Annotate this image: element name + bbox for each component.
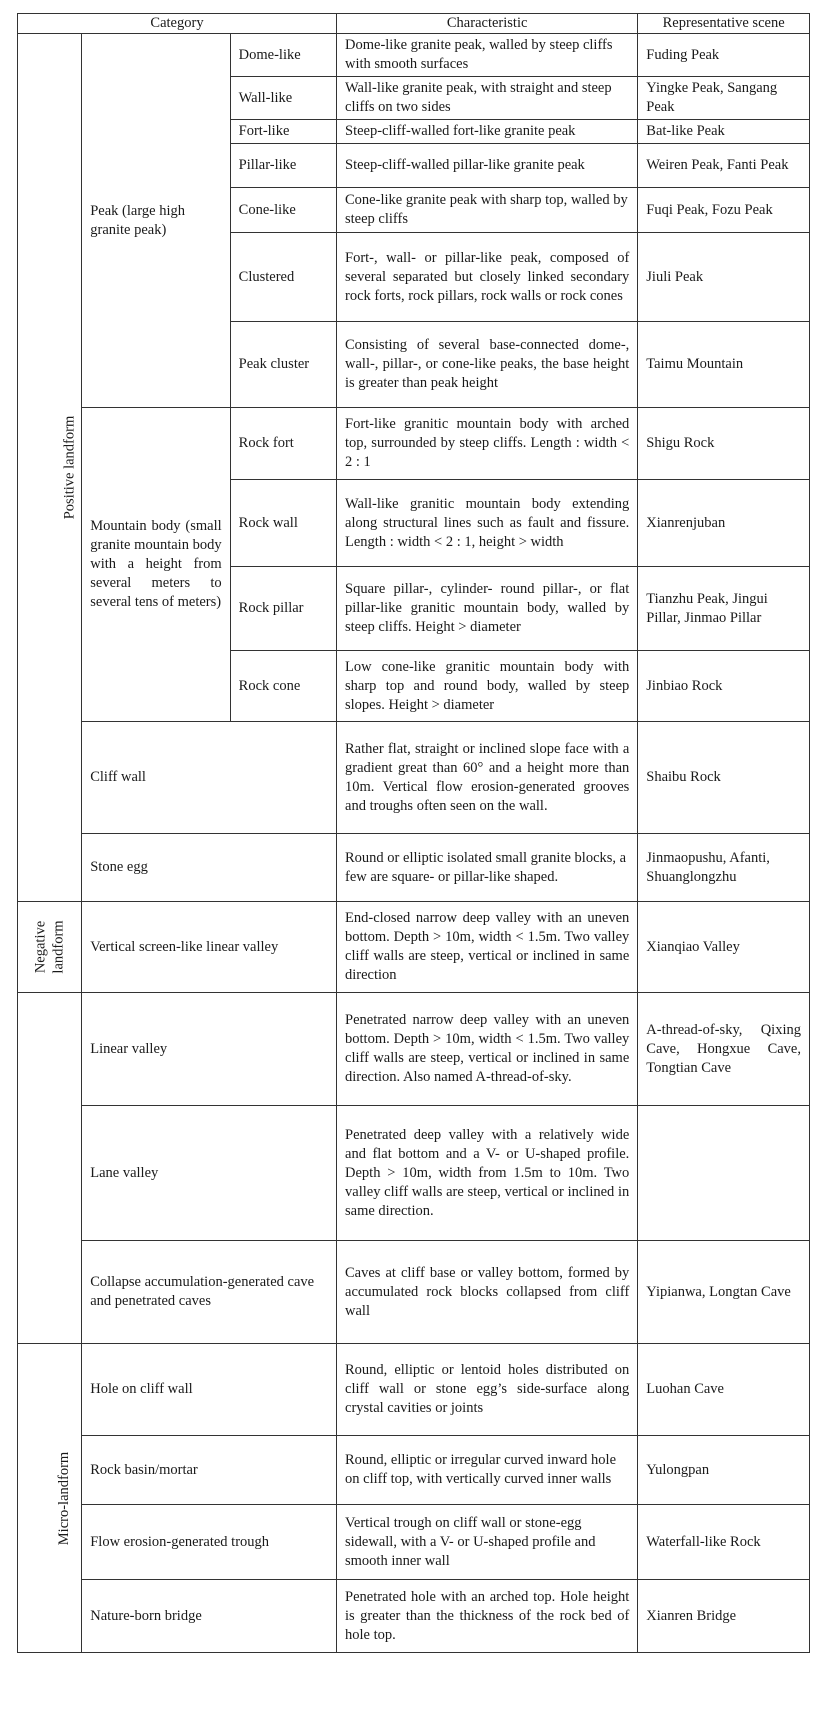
scene-cell: Fuding Peak xyxy=(638,34,810,77)
type-cell: Lane valley xyxy=(82,1106,337,1241)
type-cell: Nature-born bridge xyxy=(82,1580,337,1653)
scene-cell: Xianrenjuban xyxy=(638,480,810,567)
characteristic-cell: Steep-cliff-walled pillar-like granite peak xyxy=(337,144,638,188)
type-cell: Cone-like xyxy=(230,188,336,233)
subgroup-mountain: Mountain body (small granite mountain body with a height from several meters to several tens of meters) xyxy=(82,408,230,722)
table-row xyxy=(18,408,810,480)
scene-cell: Jinmaopushu, Afanti, Shuanglongzhu xyxy=(638,834,810,902)
group-label: Positive landform xyxy=(61,415,78,520)
type-cell: Flow erosion-generated trough xyxy=(82,1505,337,1580)
characteristic-cell: Vertical trough on cliff wall or stone-egg sidewall, with a V- or U-shaped profile and smooth inner wall xyxy=(337,1505,638,1580)
type-cell: Fort-like xyxy=(230,120,336,144)
landform-table xyxy=(17,13,810,1653)
characteristic-cell: Wall-like granite peak, with straight and steep cliffs on two sides xyxy=(337,77,638,120)
type-cell: Linear valley xyxy=(82,993,337,1106)
scene-cell: Jiuli Peak xyxy=(638,233,810,322)
scene-cell: Yipianwa, Longtan Cave xyxy=(638,1241,810,1344)
group-positive xyxy=(18,34,82,902)
characteristic-cell: Rather flat, straight or inclined slope face with a gradient great than 60° and a height more than 10m. Vertical flow erosion-generated grooves and troughs often seen on the wall. xyxy=(337,722,638,834)
type-cell: Peak cluster xyxy=(230,322,336,408)
type-cell: Rock pillar xyxy=(230,567,336,651)
type-cell: Stone egg xyxy=(82,834,337,902)
characteristic-cell: Consisting of several base-connected dome-, wall-, pillar-, or cone-like peaks, the base height is greater than peak height xyxy=(337,322,638,408)
characteristic-cell: Steep-cliff-walled fort-like granite peak xyxy=(337,120,638,144)
characteristic-cell: End-closed narrow deep valley with an uneven bottom. Depth > 10m, width < 1.5m. Two valley cliff walls are steep, vertical or inclined in same direction xyxy=(337,902,638,993)
type-cell: Rock wall xyxy=(230,480,336,567)
characteristic-cell: Caves at cliff base or valley bottom, formed by accumulated rock blocks collapsed from cliff wall xyxy=(337,1241,638,1344)
type-cell: Rock fort xyxy=(230,408,336,480)
type-cell: Rock cone xyxy=(230,651,336,722)
group-label: Micro-landform xyxy=(56,1451,73,1545)
type-cell: Clustered xyxy=(230,233,336,322)
scene-cell: A-thread-of-sky, Qixing Cave, Hongxue Cave, Tongtian Cave xyxy=(638,993,810,1106)
table-row xyxy=(18,902,810,993)
scene-cell: Waterfall-like Rock xyxy=(638,1505,810,1580)
characteristic-cell: Fort-, wall- or pillar-like peak, composed of several separated but closely linked secondary rock forts, rock pillars, rock walls or rock cones xyxy=(337,233,638,322)
type-cell: Collapse accumulation-generated cave and penetrated caves xyxy=(82,1241,337,1344)
characteristic-cell: Fort-like granitic mountain body with arched top, surrounded by steep cliffs. Length : width < 2 : 1 xyxy=(337,408,638,480)
table-row xyxy=(18,993,810,1106)
type-cell: Cliff wall xyxy=(82,722,337,834)
characteristic-cell: Penetrated hole with an arched top. Hole height is greater than the thickness of the rock bed of hole top. xyxy=(337,1580,638,1653)
header-characteristic: Characteristic xyxy=(337,14,638,34)
group-negative-continued xyxy=(18,993,82,1344)
group-label-line: landform xyxy=(50,919,67,974)
table-row xyxy=(18,34,810,77)
characteristic-cell: Round, elliptic or irregular curved inward hole on cliff top, with vertically curved inner walls xyxy=(337,1436,638,1505)
scene-cell: Jinbiao Rock xyxy=(638,651,810,722)
type-cell: Hole on cliff wall xyxy=(82,1344,337,1436)
table-row xyxy=(18,1580,810,1653)
type-cell: Wall-like xyxy=(230,77,336,120)
scene-cell: Xianqiao Valley xyxy=(638,902,810,993)
scene-cell: Taimu Mountain xyxy=(638,322,810,408)
scene-cell: Fuqi Peak, Fozu Peak xyxy=(638,188,810,233)
table-row xyxy=(18,834,810,902)
scene-cell: Xianren Bridge xyxy=(638,1580,810,1653)
scene-cell: Luohan Cave xyxy=(638,1344,810,1436)
group-label-line: Negative xyxy=(32,920,49,973)
characteristic-cell: Penetrated deep valley with a relatively wide and flat bottom and a V- or U-shaped profile. Depth > 10m, width from 1.5m to 10m. Two valley cliff walls are steep, vertical or inclined in same direction. xyxy=(337,1106,638,1241)
type-cell: Rock basin/mortar xyxy=(82,1436,337,1505)
scene-cell: Tianzhu Peak, Jingui Pillar, Jinmao Pillar xyxy=(638,567,810,651)
table-row xyxy=(18,1241,810,1344)
table-row xyxy=(18,1344,810,1436)
table-row xyxy=(18,722,810,834)
scene-cell: Weiren Peak, Fanti Peak xyxy=(638,144,810,188)
scene-cell: Shigu Rock xyxy=(638,408,810,480)
characteristic-cell: Square pillar-, cylinder- round pillar-, or flat pillar-like granitic mountain body, walled by steep cliffs. Height > diameter xyxy=(337,567,638,651)
scene-cell: Shaibu Rock xyxy=(638,722,810,834)
characteristic-cell: Round or elliptic isolated small granite blocks, a few are square- or pillar-like shaped. xyxy=(337,834,638,902)
header-scene: Representative scene xyxy=(638,14,810,34)
type-cell: Pillar-like xyxy=(230,144,336,188)
scene-cell xyxy=(638,1106,810,1241)
header-category: Category xyxy=(18,14,337,34)
group-label xyxy=(32,920,68,973)
subgroup-peak: Peak (large high granite peak) xyxy=(82,34,230,408)
type-cell: Dome-like xyxy=(230,34,336,77)
table-row xyxy=(18,1106,810,1241)
scene-cell: Yulongpan xyxy=(638,1436,810,1505)
header-row xyxy=(18,14,810,34)
characteristic-cell: Cone-like granite peak with sharp top, walled by steep cliffs xyxy=(337,188,638,233)
characteristic-cell: Dome-like granite peak, walled by steep cliffs with smooth surfaces xyxy=(337,34,638,77)
group-negative xyxy=(18,902,82,993)
characteristic-cell: Wall-like granitic mountain body extending along structural lines such as fault and fissure. Length : width < 2 : 1, height > width xyxy=(337,480,638,567)
table-row xyxy=(18,1436,810,1505)
table-row xyxy=(18,1505,810,1580)
type-cell: Vertical screen-like linear valley xyxy=(82,902,337,993)
group-micro xyxy=(18,1344,82,1653)
scene-cell: Bat-like Peak xyxy=(638,120,810,144)
characteristic-cell: Low cone-like granitic mountain body with sharp top and round body, walled by steep slopes. Height > diameter xyxy=(337,651,638,722)
characteristic-cell: Penetrated narrow deep valley with an uneven bottom. Depth > 10m, width < 1.5m. Two valley cliff walls are steep, vertical or inclined in same direction. Also named A-thread-of-sky. xyxy=(337,993,638,1106)
characteristic-cell: Round, elliptic or lentoid holes distributed on cliff wall or stone egg’s side-surface along crystal cavities or joints xyxy=(337,1344,638,1436)
scene-cell: Yingke Peak, Sangang Peak xyxy=(638,77,810,120)
